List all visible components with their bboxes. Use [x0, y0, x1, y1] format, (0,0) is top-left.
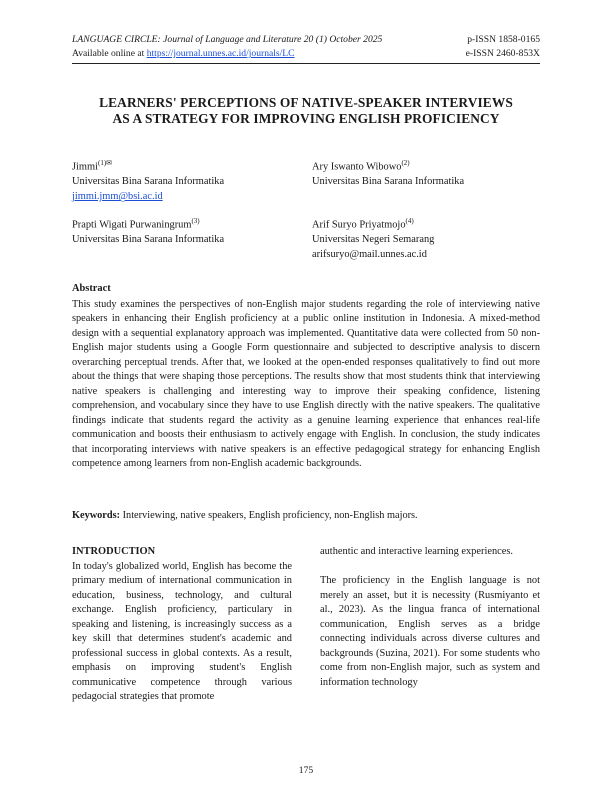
journal-citation: LANGUAGE CIRCLE: Journal of Language and Literature 20 (1) October 2025	[72, 34, 383, 45]
author-block-4	[312, 214, 434, 262]
eissn: e-ISSN 2460-853X	[465, 48, 540, 59]
author-email[interactable]: arifsuryo@mail.unnes.ac.id	[312, 249, 427, 261]
intro-paragraph-1: In today's globalized world, English has become the primary medium of international communication in education, business, technology, and cultural exchange. English proficiency, particulary in speaking and listening, is increasingly success as a key skill that determines student's academic and professional success in global contexts. As a result, emphasis on improving student's English communicative competence through various pedagocial strategies that promote	[72, 560, 292, 702]
author-block-2	[312, 156, 464, 189]
abstract-text: This study examines the perspectives of non-English major students regarding the role of interviewing native speakers in enhancing their English proficiency at a public online institution in Indonesia. A mixed-method design with a sequential explanatory approach was implemented. Quantitative data were collected from 50 non-English major students using a Google Form questionnaire and subjected to descriptive analysis to discern overarching perceptual trends. After that, we looked at the open-ended responses qualitatively to find out more about the things that were shaping those perceptions. The results show that most students think that interviewing native speakers is challenging and interesting way to improve their speaking confidence, listening comprehension, and vocabulary since they have to use English directly with the native speakers. The qualitative findings indicate that students regard the activity as a genuine learning experience that enhances real-life communication and boosts their enthusiasm to actively engage with English. In conclusion, the study indicates that incorporating interviews with native speakers is an effective pedagogical strategy for enhancing English competence among learners from non-English academic backgrounds.	[72, 299, 540, 469]
pissn: p-ISSN 1858-0165	[467, 34, 540, 45]
author-affiliation: Universitas Negeri Semarang	[312, 234, 435, 246]
keywords	[72, 510, 418, 521]
author-sup: (2)	[401, 159, 410, 167]
keywords-list: Interviewing, native speakers, English proficiency, non-English majors.	[120, 510, 418, 521]
intro-paragraph-2: The proficiency in the English language is not merely an asset, but it is necessity (Rusmiyanto et al., 2023). As the lingua franca of international communication, English serves as a bridge connecting individuals across diverse cultures and backgrounds (Suzina, 2021). For some students who come from non-English major, such as system and information technology	[320, 575, 540, 688]
journal-url-link[interactable]: https://journal.unnes.ac.id/journals/LC	[146, 48, 295, 59]
section-heading-introduction: INTRODUCTION	[72, 546, 156, 557]
header-rule	[72, 63, 540, 64]
author-affiliation: Universitas Bina Sarana Informatika	[312, 176, 465, 188]
author-name: Arif Suryo Priyatmojo	[312, 219, 406, 231]
author-email-link[interactable]: jimmi.jmm@bsi.ac.id	[72, 191, 163, 203]
author-name: Ary Iswanto Wibowo	[312, 161, 402, 173]
author-affiliation: Universitas Bina Sarana Informatika	[72, 234, 225, 246]
author-name: Prapti Wigati Purwaningrum	[72, 219, 192, 231]
author-sup: (4)	[405, 217, 414, 225]
page-number: 175	[298, 765, 314, 776]
keywords-label: Keywords:	[72, 510, 121, 521]
author-block-1	[72, 156, 224, 204]
paper-title: LEARNERS' PERCEPTIONS OF NATIVE-SPEAKER INTERVIEWS AS A STRATEGY FOR IMPROVING ENGLISH PROFICIENCY	[99, 95, 513, 126]
intro-left-column	[72, 545, 292, 705]
author-affiliation: Universitas Bina Sarana Informatika	[72, 176, 225, 188]
author-block-3	[72, 214, 224, 247]
author-name: Jimmi	[72, 161, 98, 173]
intro-right-column	[320, 545, 540, 690]
author-sup: (1)✉	[97, 159, 113, 167]
available-online-label: Available online at	[72, 48, 147, 59]
intro-paragraph-1-end: authentic and interactive learning experiences.	[320, 546, 513, 557]
author-sup: (3)	[191, 217, 200, 225]
journal-header-line1	[72, 34, 540, 45]
abstract-heading: Abstract	[72, 283, 111, 294]
journal-header-line2	[72, 48, 540, 59]
